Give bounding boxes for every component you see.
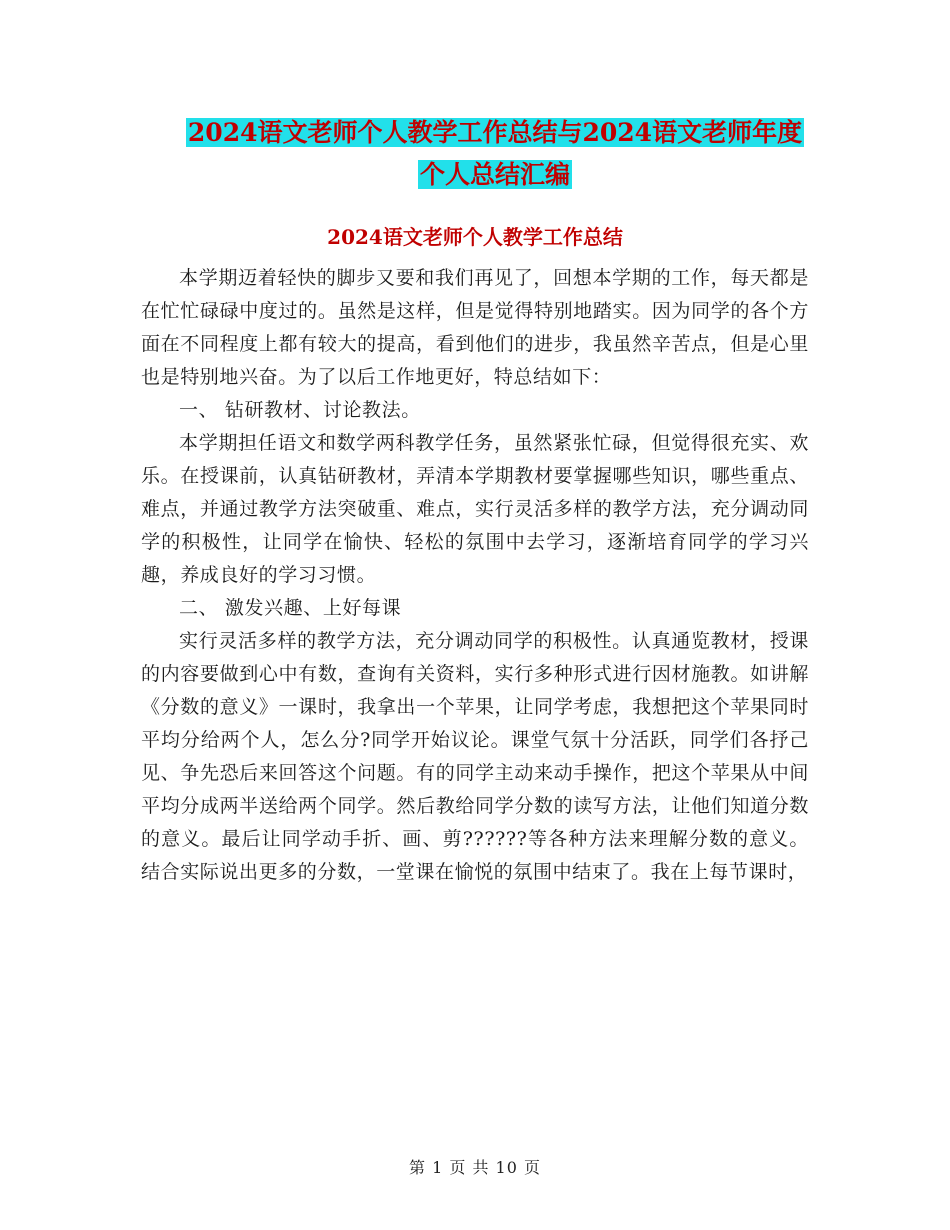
paragraph-2: 实行灵活多样的教学方法，充分调动同学的积极性。认真通览教材，授课的内容要做到心中有数，查询有关资料，实行多种形式进行因材施教。如讲解《分数的意义》一课时，我拿出一个苹果，让同学考虑，我想把这个苹果同时平均分给两个人，怎么分?同学开始议论。课堂气氛十分活跃，同学们各抒己见、争先恐后来回答这个问题。有的同学主动来动手操作，把这个苹果从中间平均分成两半送给两个同学。然后教给同学分数的读写方法，让他们知道分数的意义。最后让同学动手折、画、剪??????等各种方法来理解分数的意义。结合实际说出更多的分数，一堂课在愉悦的氛围中结束了。我在上每节课时， <box>141 630 809 883</box>
document-title-line2: 个人总结汇编 <box>419 160 570 189</box>
document-title <box>120 112 870 196</box>
page-number-footer: 第 1 页 共 10 页 <box>409 1158 541 1177</box>
paragraph-heading-2: 二、 激发兴趣、上好每课 <box>179 597 402 619</box>
section-title: 2024语文老师个人教学工作总结 <box>327 225 623 249</box>
document-title-line1: 2024语文老师个人教学工作总结与2024语文老师年度 <box>187 118 803 147</box>
document-body <box>141 262 809 889</box>
paragraph-intro: 本学期迈着轻快的脚步又要和我们再见了，回想本学期的工作，每天都是在忙忙碌碌中度过的。虽然是这样，但是觉得特别地踏实。因为同学的各个方面在不同程度上都有较大的提高，看到他们的进步，我虽然辛苦点，但是心里也是特别地兴奋。为了以后工作地更好，特总结如下： <box>141 267 809 388</box>
paragraph-heading-1: 一、 钻研教材、讨论教法。 <box>179 399 421 421</box>
paragraph-1: 本学期担任语文和数学两科教学任务，虽然紧张忙碌，但觉得很充实、欢乐。在授课前，认真钻研教材，弄清本学期教材要掌握哪些知识，哪些重点、难点，并通过教学方法突破重、难点，实行灵活多样的教学方法，充分调动同学的积极性，让同学在愉快、轻松的氛围中去学习，逐渐培育同学的学习兴趣，养成良好的学习习惯。 <box>141 432 809 586</box>
